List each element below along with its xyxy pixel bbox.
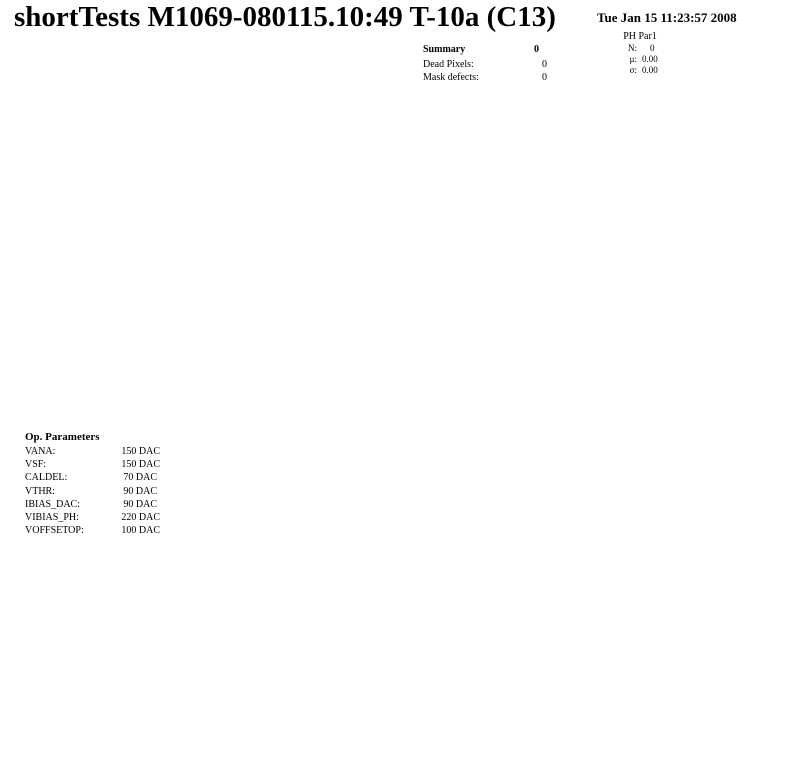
op-param-row bbox=[25, 498, 160, 511]
op-param-row bbox=[25, 524, 160, 537]
summary-row-value: 0 bbox=[542, 59, 547, 70]
page-title: shortTests M1069-080115.10:49 T-10a (C13) bbox=[14, 1, 556, 33]
summary-total: 0 bbox=[534, 44, 539, 55]
report-date: Tue Jan 15 11:23:57 2008 bbox=[597, 10, 737, 25]
summary-row-label: Mask defects: bbox=[423, 72, 479, 83]
stat-value: 0.00 bbox=[642, 54, 658, 64]
ph-par-title: PH Par1 bbox=[623, 31, 657, 42]
op-param-value: 90 DAC bbox=[123, 485, 157, 497]
op-param-value: 100 DAC bbox=[121, 525, 160, 537]
op-param-row bbox=[25, 511, 160, 524]
summary-row-label: Dead Pixels: bbox=[423, 59, 474, 70]
summary-header bbox=[423, 43, 547, 58]
op-param-label: CALDEL: bbox=[25, 472, 68, 484]
op-param-label: VANA: bbox=[25, 446, 56, 457]
op-param-label: VSF: bbox=[25, 459, 47, 471]
summary-row-mask-defects bbox=[423, 71, 547, 84]
op-param-row bbox=[25, 471, 160, 484]
op-param-label: IBIAS_DAC: bbox=[25, 498, 81, 510]
stat-value: 0.00 bbox=[642, 65, 658, 75]
ph-par-stat-mean bbox=[600, 54, 680, 65]
op-param-row bbox=[25, 485, 160, 498]
summary-heading: Summary bbox=[423, 44, 466, 55]
ph-par-stat-n bbox=[600, 43, 680, 54]
summary-panel bbox=[423, 43, 547, 84]
op-param-value: 220 DAC bbox=[121, 511, 160, 523]
op-param-value: 70 DAC bbox=[123, 472, 157, 484]
stat-value: 0 bbox=[650, 43, 655, 53]
ph-par-panel bbox=[600, 31, 680, 76]
stat-key: σ: bbox=[629, 65, 637, 75]
op-parameters-panel bbox=[25, 430, 160, 537]
op-param-value: 150 DAC bbox=[121, 446, 160, 457]
summary-row-dead-pixels bbox=[423, 58, 547, 71]
stat-key: μ: bbox=[629, 54, 637, 64]
op-param-label: VIBIAS_PH: bbox=[25, 511, 79, 523]
ph-par-stat-sigma bbox=[600, 65, 680, 76]
op-parameters-heading: Op. Parameters bbox=[25, 431, 100, 443]
op-param-label: VOFFSETOP: bbox=[25, 525, 84, 537]
summary-row-value: 0 bbox=[542, 72, 547, 83]
op-param-value: 150 DAC bbox=[121, 459, 160, 471]
op-param-row bbox=[25, 445, 160, 458]
op-param-row bbox=[25, 458, 160, 471]
op-param-label: VTHR: bbox=[25, 485, 55, 497]
stat-key: N: bbox=[628, 43, 637, 53]
op-param-value: 90 DAC bbox=[123, 498, 157, 510]
